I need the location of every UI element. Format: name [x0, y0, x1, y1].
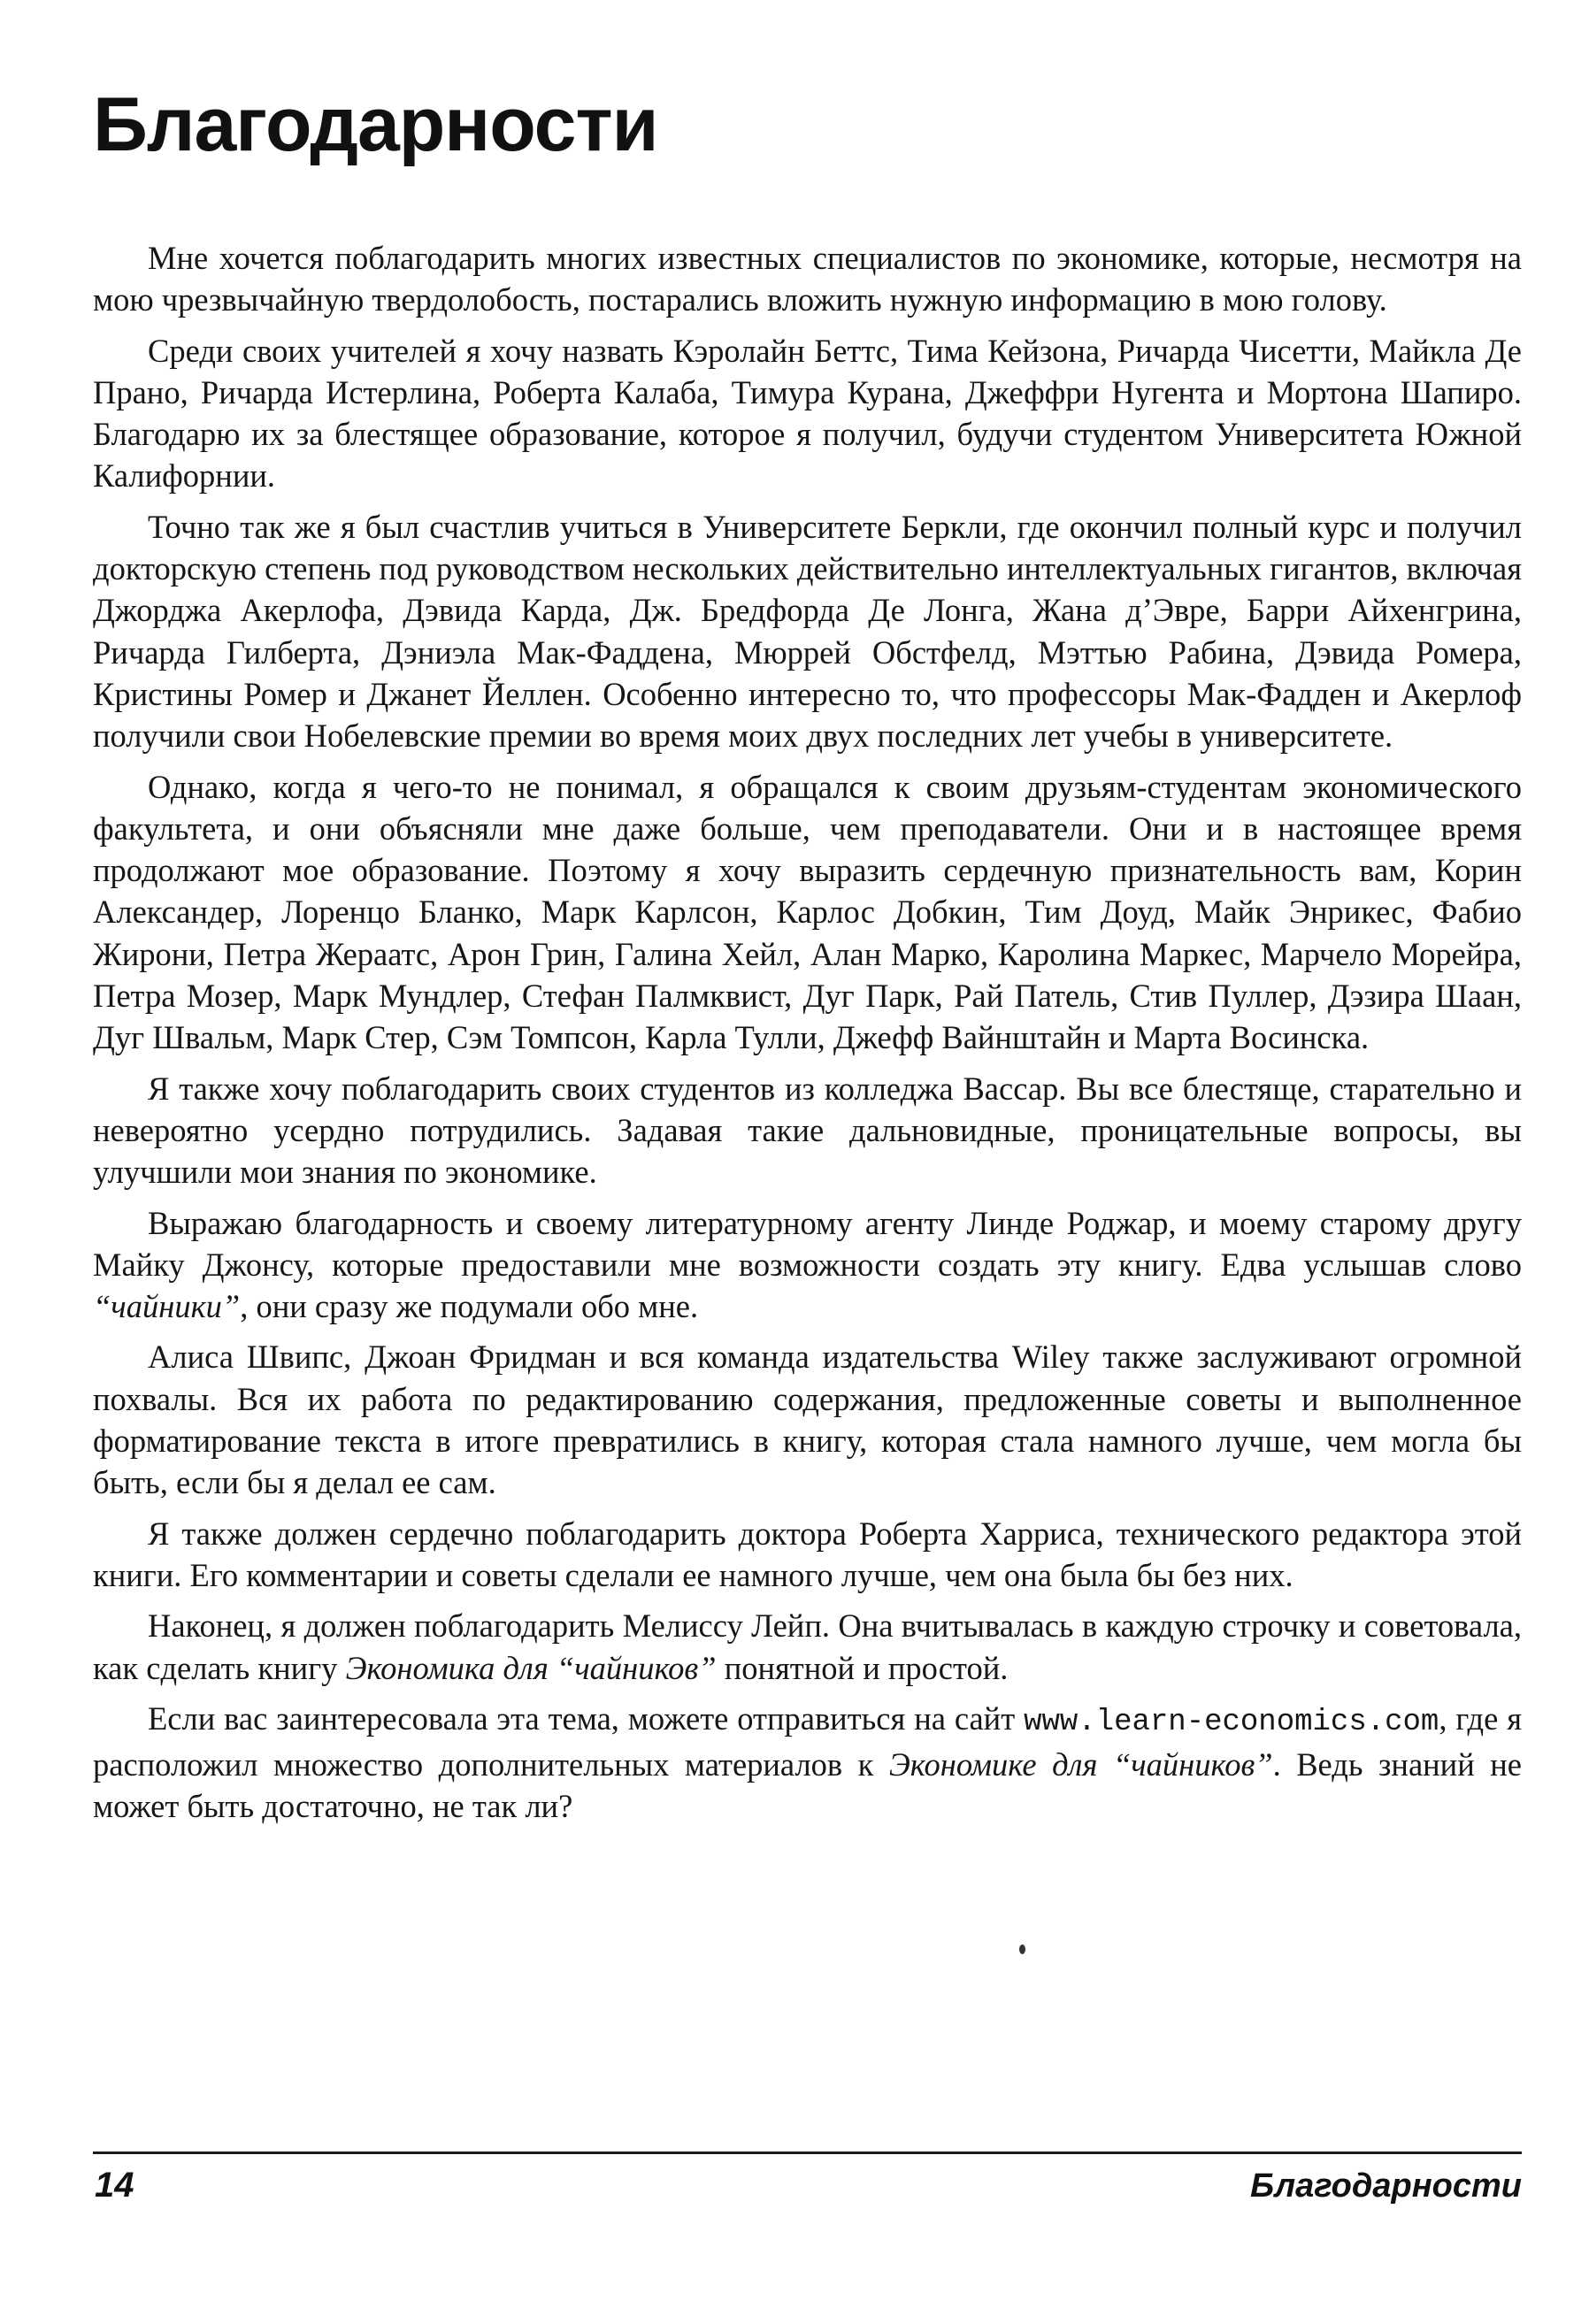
- footer-rule: [93, 2151, 1522, 2154]
- website-url[interactable]: www.learn-economics.com: [1024, 1705, 1439, 1739]
- paragraph-melissa: [93, 1605, 1522, 1689]
- paragraph-technical-editor: Я также должен сердечно поблагодарить доктора Роберта Харриса, технического редактора этой книги. Его комментарии и советы сделали ее намного лучше, чем она была бы без них.: [93, 1515, 1522, 1593]
- italic-book-title: Экономика для “чайников”: [345, 1649, 717, 1686]
- paragraph-melissa-end: понятной и простой.: [716, 1649, 1009, 1686]
- scan-speck: [1019, 1944, 1025, 1954]
- paragraph-website: [93, 1698, 1522, 1828]
- paragraph-literary-agent: [93, 1202, 1522, 1328]
- paragraph-fellow-students: Однако, когда я чего-то не понимал, я обращался к своим друзьям-студентам экономического факультета, и они объясняли мне даже больше, чем преподаватели. Они и в настоящее время продолжают мое образование. Поэтому я хочу выразить сердечную признательность вам, Корин Александер, Лоренцо Бланко, Марк Карлсон, Карлос Добкин, Тим Доуд, Майк Энрикес, Фабио Жирони, Петра Жераатс, Арон Грин, Галина Хейл, Алан Марко, Каролина Маркес, Марчело Морейра, Петра Мозер, Марк Мундлер, Стефан Палмквист, Дуг Парк, Рай Патель, Стив Пуллер, Дэзира Шаан, Дуг Швальм, Марк Стер, Сэм Томпсон, Карла Тулли, Джефф Вайнштайн и Марта Восинска.: [93, 768, 1522, 1056]
- paragraph-vassar-students: Я также хочу поблагодарить своих студентов из колледжа Вассар. Вы все блестяще, старательно и невероятно усердно потрудились. Задавая такие дальновидные, проницательные вопросы, вы улучшили мои знания по экономике.: [93, 1070, 1522, 1191]
- running-title: Благодарности: [1250, 2167, 1522, 2205]
- paragraph-berkeley: Точно так же я был счастлив учиться в Университете Беркли, где окончил полный курс и получил докторскую степень под руководством нескольких действительно интеллектуальных гигантов, включая Джорджа Акерлофа, Дэвида Карда, Дж. Бредфорда Де Лонга, Жана д’Эвре, Барри Айхенгрина, Ричарда Гилберта, Дэниэла Мак-Фаддена, Мюррей Обстфелд, Мэттью Рабина, Дэвида Ромера, Кристины Ромер и Джанет Йеллен. Особенно интересно то, что профессоры Мак-Фадден и Акерлоф получили свои Нобелевские премии во время моих двух последних лет учебы в университете.: [93, 508, 1522, 755]
- italic-book-title-2: Экономике для “чайников”: [888, 1746, 1273, 1783]
- paragraph-literary-agent-end: , они сразу же подумали обо мне.: [240, 1288, 699, 1325]
- page-title: Благодарности: [93, 82, 658, 167]
- acknowledgements-body: [93, 237, 1522, 1837]
- paragraph-website-text: Если вас заинтересовала эта тема, можете отправиться на сайт: [148, 1699, 1025, 1737]
- paragraph-usc-teachers: Среди своих учителей я хочу назвать Кэролайн Беттс, Тима Кейзона, Ричарда Чисетти, Майкла Де Прано, Ричарда Истерлина, Роберта Калаба, Тимура Курана, Джеффри Нугента и Мортона Шапиро. Благодарю их за блестящее образование, которое я получил, будучи студентом Университета Южной Калифорнии.: [93, 332, 1522, 495]
- italic-dummies-word: “чайники”: [93, 1288, 241, 1325]
- paragraph-website-middle: , где я расположил множество дополнительных материалов к: [93, 1699, 1522, 1783]
- paragraph-wiley-team: Алиса Швипс, Джоан Фридман и вся команда издательства Wiley также заслуживают огромной похвалы. Вся их работа по редактированию содержания, предложенные советы и выполненное форматирование текста в итоге превратились в книгу, которая стала намного лучше, чем могла бы быть, если бы я делал ее сам.: [93, 1338, 1522, 1501]
- paragraph-teachers-intro: Мне хочется поблагодарить многих известных специалистов по экономике, которые, несмотря на мою чрезвычайную твердолобость, постарались вложить нужную информацию в мою голову.: [93, 240, 1522, 318]
- paragraph-website-end: . Ведь знаний не может быть достаточно, не так ли?: [93, 1746, 1522, 1825]
- page-number: 14: [95, 2166, 134, 2205]
- paragraph-melissa-text: Наконец, я должен поблагодарить Мелиссу Лейп. Она вчитывалась в каждую строчку и советовала, как сделать книгу: [93, 1607, 1522, 1686]
- paragraph-literary-agent-text: Выражаю благодарность и своему литературному агенту Линде Роджар, и моему старому другу Майку Джонсу, которые предоставили мне возможности создать эту книгу. Едва услышав слово: [93, 1204, 1522, 1283]
